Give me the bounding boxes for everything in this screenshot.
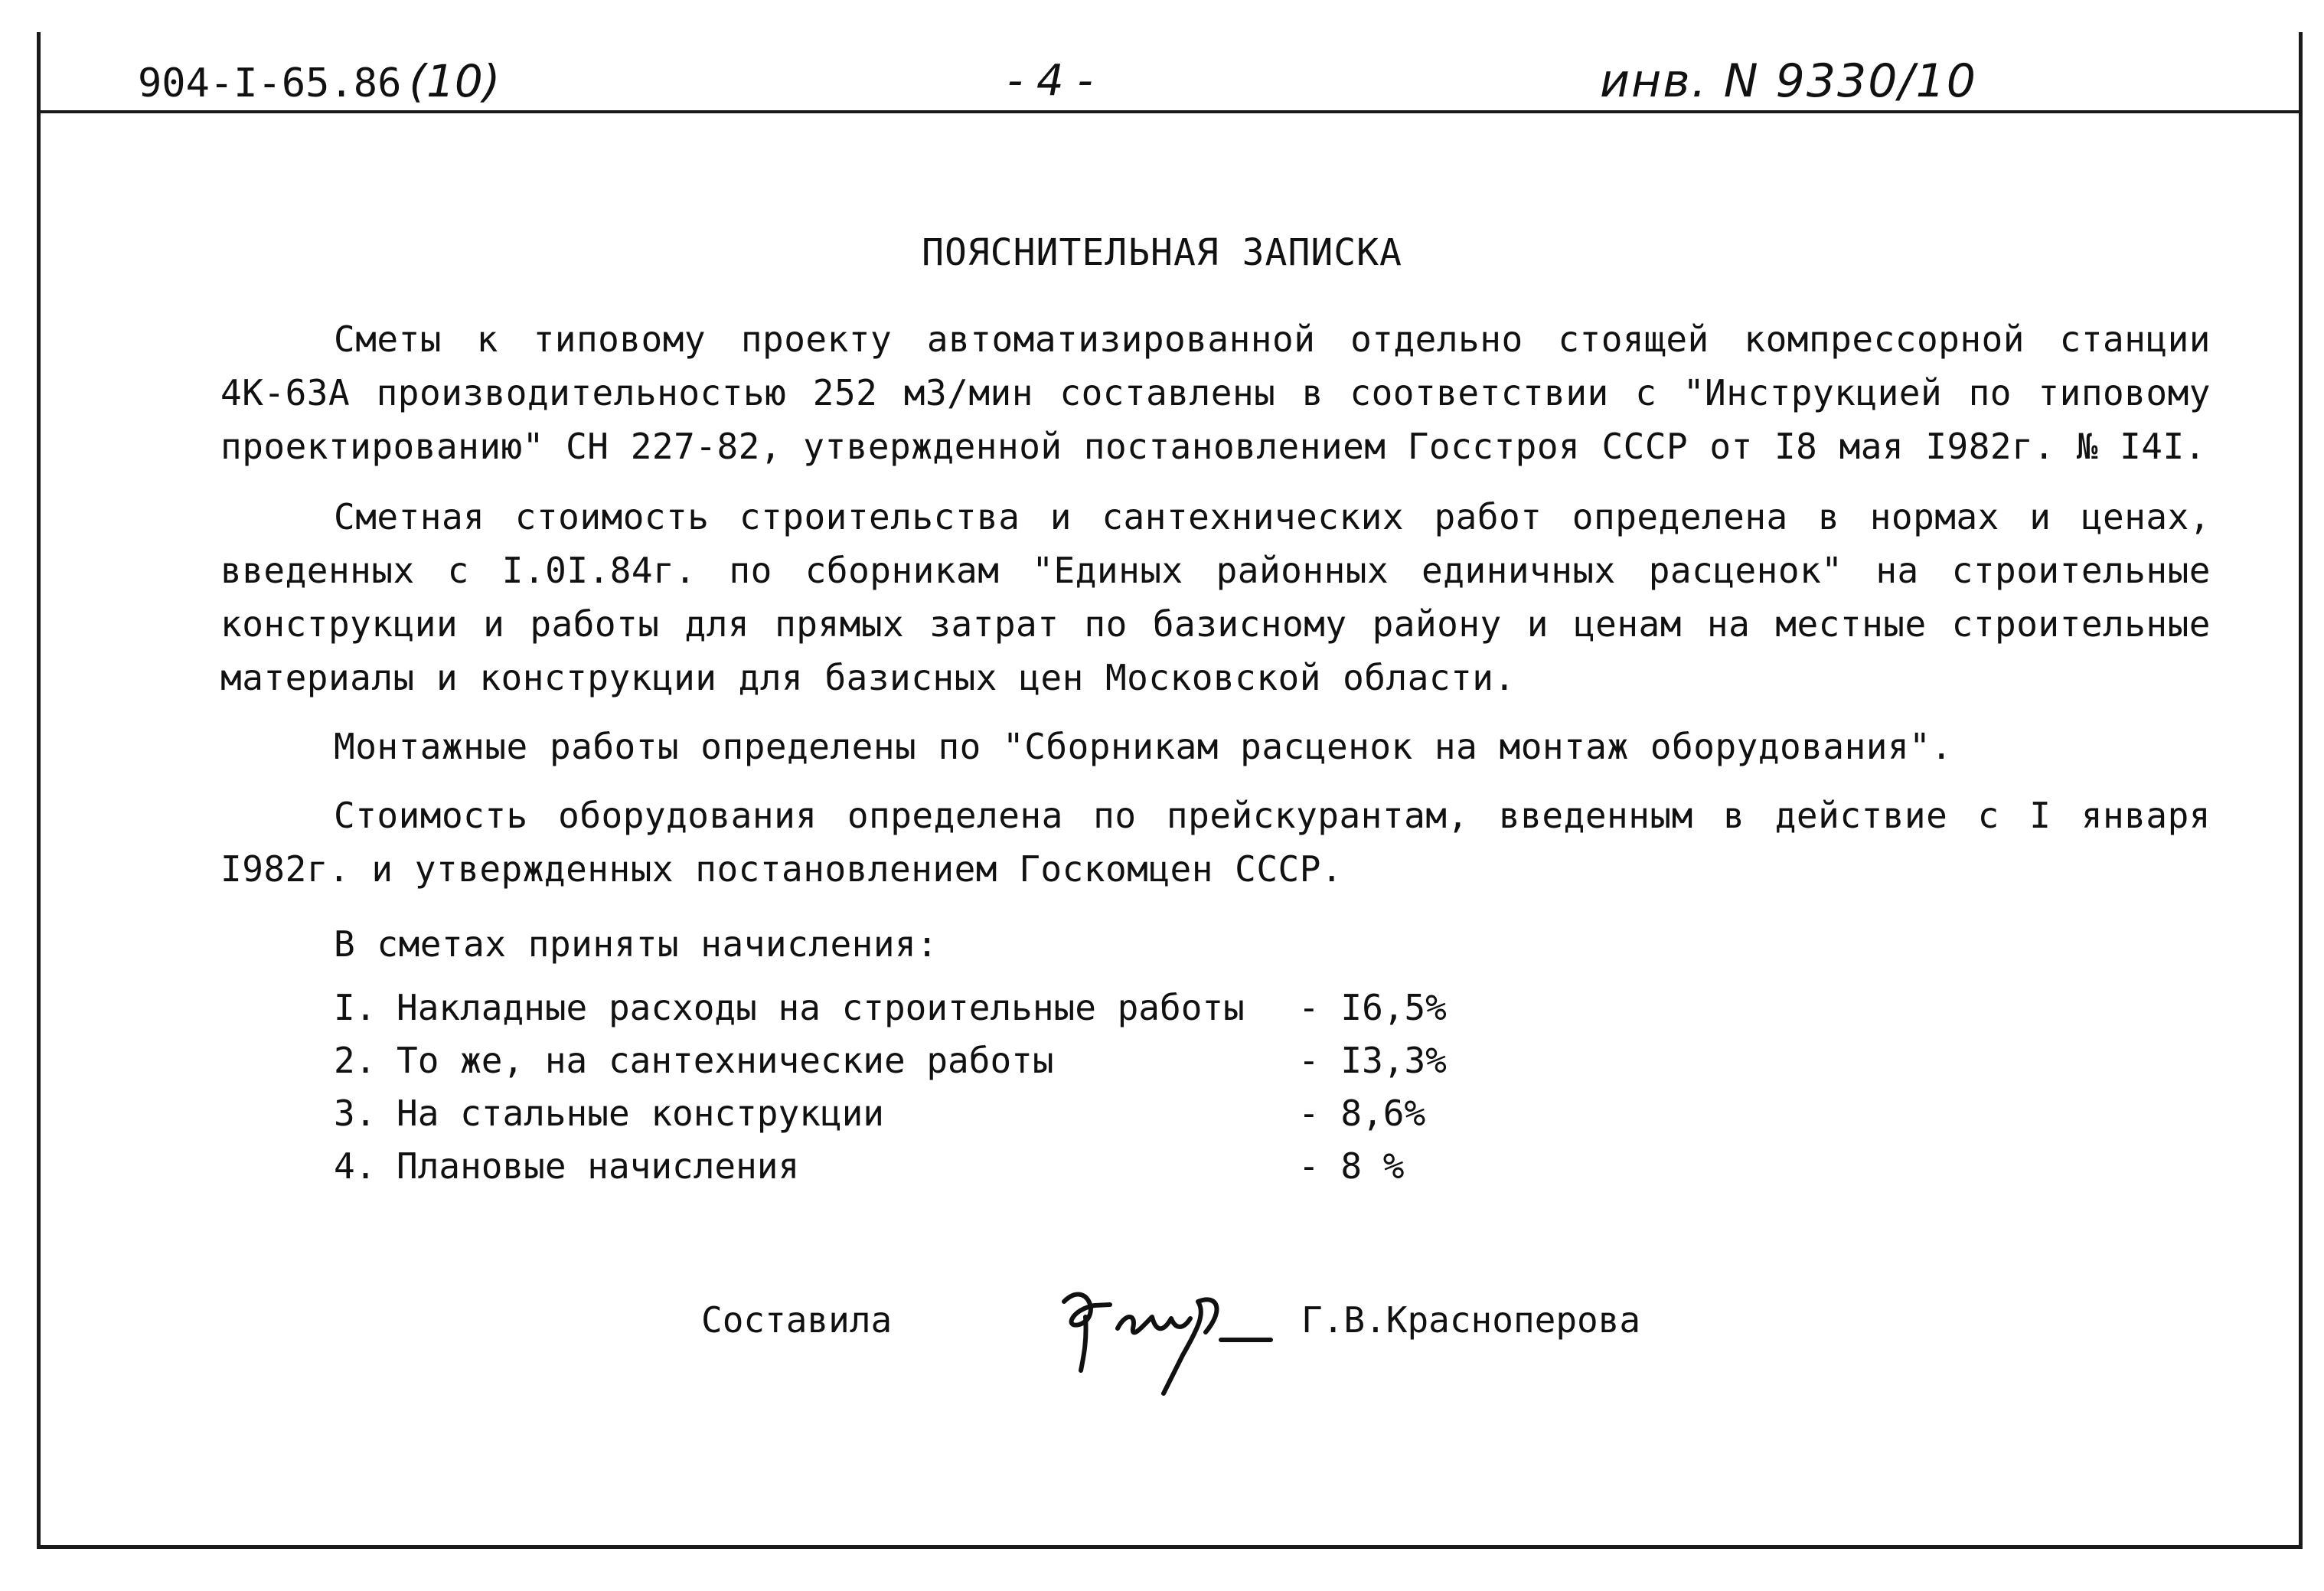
list-item-number: I.	[334, 987, 377, 1028]
list-item-label: То же, на сантехнические работы	[397, 1040, 1054, 1081]
list-item-value: - 8,6%	[1298, 1093, 1426, 1134]
list-item-label: На стальные конструкции	[397, 1093, 884, 1134]
paragraph-text: Сметная стоимость строительства и сантехнических работ определена в нормах и ценах, введенных с I.0I.84г. по сборникам "Единых районных единичных расценок" на строительные конструкции и работы для прямых затрат по базисному району и ценам на местные строительные материалы и конструкции для базисных цен Московской области.	[220, 496, 2211, 698]
list-item-number: 3.	[334, 1093, 377, 1134]
inventory-number: инв. N 9330/10	[1600, 54, 1977, 108]
list-item-value: - 8 %	[1298, 1145, 1405, 1187]
document-code-number: 904-I-65.86	[138, 60, 402, 106]
page-title: ПОЯСНИТЕЛЬНАЯ ЗАПИСКА	[922, 231, 1402, 274]
list-item-value: - I6,5%	[1298, 987, 1447, 1028]
paragraph-charges-intro: В сметах приняты начисления:	[334, 923, 938, 965]
document-code	[138, 55, 501, 107]
list-item-number: 4.	[334, 1145, 377, 1187]
list-item-label: Плановые начисления	[397, 1145, 800, 1187]
document-sheet-number: (10)	[409, 55, 501, 107]
paragraph-text: Сметы к типовому проекту автоматизированной отдельно стоящей компрессорной станции 4К-63А производительностью 252 м3/мин составлены в соответствии с "Инструкцией по типовому проектированию" СН 227-82, утвержденной постановлением Госстроя СССР от I8 мая I982г. № I4I.	[220, 319, 2211, 467]
signed-by-label: Составила	[701, 1299, 893, 1341]
paragraph-intro	[220, 312, 2211, 473]
page-number: - 4 -	[1007, 56, 1093, 106]
paragraph-text: Монтажные работы определены по "Сборникам расценок на монтаж оборудования".	[334, 726, 1953, 767]
paragraph-installation	[220, 720, 2211, 773]
header-divider	[37, 110, 2299, 113]
list-item-number: 2.	[334, 1040, 377, 1081]
list-item-label: Накладные расходы на строительные работы	[397, 987, 1245, 1028]
paragraph-text: Стоимость оборудования определена по прейскурантам, введенным в действие с I января I982г. и утвержденных постановлением Госкомцен СССР.	[220, 795, 2211, 890]
signed-by-name: Г.В.Красноперова	[1301, 1299, 1641, 1341]
paragraph-equipment-cost	[220, 789, 2211, 896]
signature-icon	[1041, 1271, 1286, 1401]
list-item-value: - I3,3%	[1298, 1040, 1447, 1081]
paragraph-construction-cost	[220, 490, 2211, 704]
